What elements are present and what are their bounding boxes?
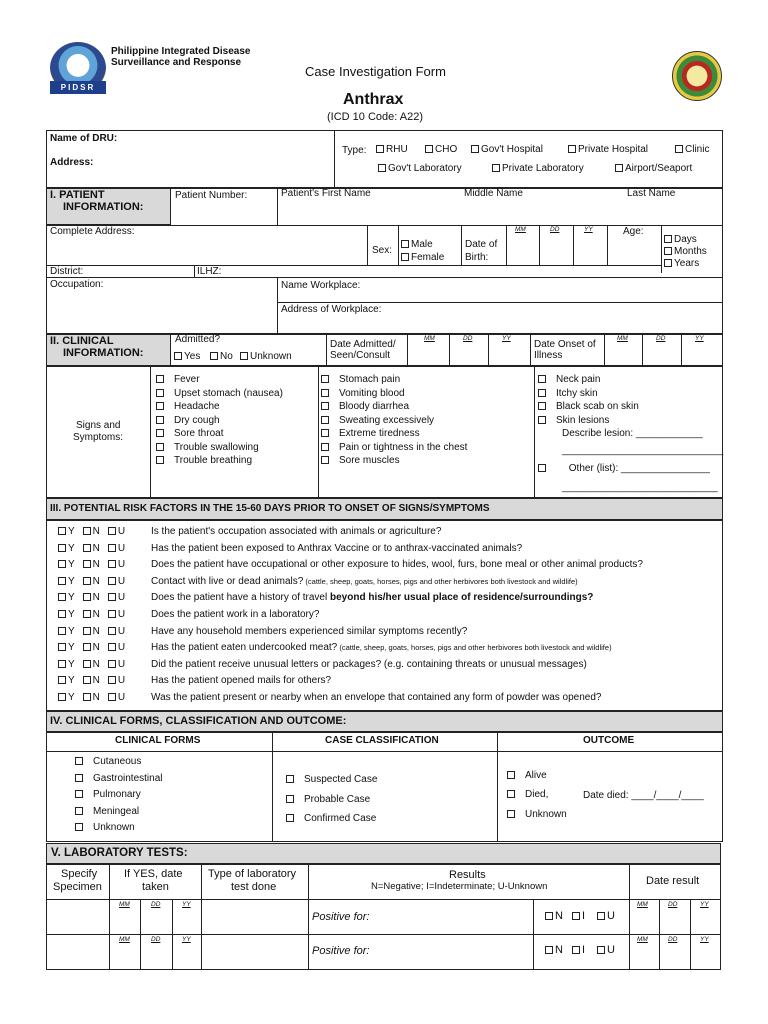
case-class-label: Probable Case (304, 793, 371, 805)
onset-label: Date Onset of (534, 339, 596, 350)
symptom-col2-3[interactable] (321, 415, 434, 426)
org-name-line2: Surveillance and Response (111, 57, 242, 68)
date-admitted-label2: Seen/Consult (330, 350, 391, 361)
clinical-form-1[interactable] (75, 773, 162, 784)
admitted-unknown[interactable]: Unknown (240, 351, 292, 362)
risk-question-row (58, 526, 441, 537)
specimen-label: Specimen (53, 881, 102, 893)
checkbox[interactable] (321, 429, 329, 437)
symptom-col2-6[interactable] (321, 455, 400, 466)
lab1-result-dd: DD (668, 901, 678, 908)
symptom-col1-label: Upset stomach (nausea) (174, 387, 283, 399)
answer-n[interactable]: N (83, 576, 100, 587)
answer-y[interactable]: Y (58, 543, 75, 554)
risk-question-row (58, 675, 331, 686)
symptom-col2-label: Vomiting blood (339, 387, 405, 399)
lab2-result-n[interactable]: N (545, 944, 563, 956)
answer-y[interactable]: Y (58, 526, 75, 537)
onset-yy: YY (695, 335, 704, 342)
checkbox[interactable] (156, 416, 164, 424)
clinical-form-2[interactable] (75, 789, 141, 800)
answer-u[interactable]: U (108, 543, 125, 554)
risk-question-text: Has the patient been exposed to Anthrax Vaccine or to anthrax-vaccinated animals? (151, 542, 523, 554)
risk-question-row (58, 559, 643, 570)
risk-question-note: (cattle, sheep, goats, horses, pigs and other herbivores both livestock and wildlife) (337, 643, 612, 653)
signs-label2: Symptoms: (73, 432, 124, 443)
pidsr-logo-text: PIDSR (50, 81, 106, 94)
case-class-label: Confirmed Case (304, 813, 377, 824)
symptom-col3-label: Black scab on skin (556, 401, 639, 412)
results-label: Results (449, 869, 486, 881)
answer-y[interactable]: Y (58, 559, 75, 570)
onset-label2: Illness (534, 350, 563, 361)
answer-y[interactable]: Y (58, 626, 75, 637)
checkbox[interactable] (321, 456, 329, 464)
dob-dd: DD (550, 226, 560, 233)
answer-n[interactable]: N (83, 609, 100, 620)
describe-lesion[interactable]: Describe lesion: ____________ (562, 428, 703, 439)
clinical-form-label: Cutaneous (93, 756, 142, 767)
dob-mm: MM (515, 226, 526, 233)
first-name-label: Patient's First Name (281, 188, 371, 199)
dru-name-label: Name of DRU: (50, 133, 118, 144)
risk-question-text: Was the patient present or nearby when an envelope that contained any form of powder was opened? (151, 692, 602, 703)
checkbox[interactable] (321, 402, 329, 410)
lab2-result-mm: MM (637, 936, 648, 943)
type-govt-laboratory[interactable]: Gov't Laboratory (378, 163, 462, 174)
risk-question-emphasis: beyond his/her usual place of residence/surroundings? (330, 592, 594, 604)
risk-question-row (58, 659, 587, 670)
admitted-dd: DD (463, 335, 473, 342)
ifyes-label: If YES, date (124, 868, 183, 880)
clinical-section-title: II. CLINICAL (50, 335, 114, 347)
patient-section-title2: INFORMATION: (63, 201, 144, 213)
lab1-result-i[interactable]: I (572, 910, 585, 922)
checkbox[interactable] (321, 443, 329, 451)
dru-type-label: Type: (342, 145, 367, 156)
symptom-col2-label: Pain or tightness in the chest (339, 441, 468, 453)
checkbox[interactable] (156, 402, 164, 410)
occupation-label: Occupation: (50, 279, 104, 290)
age-months[interactable]: Months (664, 246, 707, 257)
clinical-section-title2: INFORMATION: (63, 347, 144, 359)
admitted-label: Admitted? (175, 334, 221, 345)
risk-question-row (58, 543, 522, 554)
sex-male[interactable]: Male (401, 239, 433, 250)
checkbox[interactable] (156, 389, 164, 397)
outcome-alive[interactable]: Alive (507, 770, 547, 781)
patient-section-title: I. PATIENT (50, 189, 105, 201)
answer-y[interactable]: Y (58, 642, 75, 653)
date-died-field[interactable]: Date died: ____/____/____ (583, 790, 704, 801)
risk-question-text: Did the patient receive unusual letters or packages? (e.g. containing threats or unusual messages) (151, 658, 587, 670)
risk-question-row (58, 642, 612, 653)
age-years[interactable]: Years (664, 258, 699, 269)
answer-u[interactable]: U (108, 659, 125, 670)
risk-question-text: Does the patient have a history of travel (151, 592, 330, 604)
checkbox[interactable] (538, 389, 546, 397)
answer-u[interactable]: U (108, 642, 125, 653)
date-admitted-label: Date Admitted/ (330, 339, 396, 350)
answer-n[interactable]: N (83, 642, 100, 653)
symptom-col3-3[interactable] (538, 415, 609, 426)
onset-mm: MM (617, 335, 628, 342)
answer-n[interactable]: N (83, 692, 100, 703)
lab1-result-yy: YY (700, 901, 709, 908)
case-classification-header: CASE CLASSIFICATION (325, 735, 439, 746)
results-legend: N=Negative; I=Indeterminate; U-Unknown (371, 881, 548, 892)
admitted-yes[interactable]: Yes (174, 351, 200, 362)
symptom-col3-label: Skin lesions (556, 414, 610, 426)
age-label: Age: (623, 226, 644, 237)
checkbox[interactable] (156, 375, 164, 383)
symptom-col2-label: Sweating excessively (339, 414, 435, 426)
lab-type-label2: test done (231, 881, 277, 893)
risk-section-title: III. POTENTIAL RISK FACTORS IN THE 15-60 DAYS PRIOR TO ONSET OF SIGNS/SYMPTOMS (50, 503, 490, 514)
district-label: District: (50, 266, 84, 277)
checkbox[interactable] (75, 757, 83, 765)
risk-question-text: Contact with live or dead animals? (151, 575, 304, 587)
symptom-col2-1[interactable] (321, 388, 405, 399)
risk-question-text: Has the patient opened mails for others? (151, 675, 332, 687)
symptom-col3-label: Neck pain (556, 374, 601, 385)
risk-question-note: (cattle, sheep, goats, horses, pigs and other herbivores both livestock and wildlife) (303, 576, 578, 586)
other-line[interactable]: ____________________________ (562, 482, 718, 493)
answer-n[interactable]: N (83, 675, 100, 686)
clinical-form-3[interactable] (75, 806, 139, 817)
answer-n[interactable]: N (83, 626, 100, 637)
checkbox[interactable] (321, 389, 329, 397)
symptom-col1-0[interactable] (156, 374, 200, 385)
lab1-taken-yy: YY (182, 901, 191, 908)
checkbox[interactable] (286, 814, 294, 822)
disease-title: Anthrax (343, 91, 404, 108)
answer-y[interactable]: Y (58, 692, 75, 703)
risk-question-row (58, 692, 601, 703)
answer-u[interactable]: U (108, 609, 125, 620)
answer-y[interactable]: Y (58, 675, 75, 686)
checkbox[interactable] (156, 443, 164, 451)
describe-lesion-line[interactable]: _____________________________ (562, 445, 724, 456)
type-govt-hospital[interactable]: Gov't Hospital (471, 144, 543, 155)
symptom-col1-label: Trouble swallowing (174, 441, 259, 453)
dob-yy: YY (584, 226, 593, 233)
checkbox[interactable] (538, 416, 546, 424)
lab1-result-mm: MM (637, 901, 648, 908)
dru-box (46, 130, 723, 188)
type-private-laboratory[interactable]: Private Laboratory (492, 163, 584, 174)
symptom-col2-0[interactable] (321, 374, 400, 385)
answer-y[interactable]: Y (58, 609, 75, 620)
icd-code: (ICD 10 Code: A22) (327, 111, 423, 123)
specify-label: Specify (61, 868, 98, 880)
lab2-taken-mm: MM (119, 936, 130, 943)
complete-address-label: Complete Address: (50, 226, 135, 237)
answer-n[interactable]: N (83, 592, 100, 603)
answer-u[interactable]: U (108, 559, 125, 570)
case-class-2[interactable] (286, 813, 376, 824)
admitted-yy: YY (502, 335, 511, 342)
symptom-col1-4[interactable] (156, 428, 223, 439)
symptom-col2-label: Stomach pain (339, 374, 401, 385)
outcome-header: OUTCOME (583, 735, 635, 746)
risk-question-text: Does the patient have occupational or other exposure to hides, wool, furs, bone meal or other animal products? (151, 559, 643, 571)
symptom-col3-label: Itchy skin (556, 387, 598, 399)
symptom-col1-1[interactable] (156, 388, 283, 399)
lab2-taken-dd: DD (151, 936, 161, 943)
checkbox[interactable] (156, 456, 164, 464)
symptom-col2-4[interactable] (321, 428, 420, 439)
symptom-col3-2[interactable] (538, 401, 639, 412)
outcome-section-title: IV. CLINICAL FORMS, CLASSIFICATION AND OUTCOME: (50, 715, 347, 727)
risk-question-row (58, 626, 467, 637)
type-airport-seaport[interactable]: Airport/Seaport (615, 163, 692, 174)
checkbox[interactable] (286, 795, 294, 803)
checkbox[interactable] (538, 375, 546, 383)
checkbox[interactable] (75, 774, 83, 782)
checkbox[interactable] (75, 790, 83, 798)
symptom-col2-label: Extreme tiredness (339, 428, 420, 439)
admitted-no[interactable]: No (210, 351, 233, 362)
lab2-result-u[interactable]: U (597, 944, 615, 956)
answer-u[interactable]: U (108, 592, 125, 603)
lab2-result-i[interactable]: I (572, 944, 585, 956)
case-class-1[interactable] (286, 794, 370, 805)
checkbox[interactable] (321, 375, 329, 383)
symptom-col1-5[interactable] (156, 442, 259, 453)
date-result-label: Date result (646, 875, 700, 887)
case-class-label: Suspected Case (304, 774, 378, 785)
lab2-result-dd: DD (668, 936, 678, 943)
type-rhu[interactable]: RHU (376, 144, 408, 155)
symptom-col2-2[interactable] (321, 401, 409, 412)
symptom-col1-label: Fever (174, 374, 200, 385)
outcome-box (46, 732, 723, 842)
dob-label: Date of (465, 239, 498, 250)
risk-question-row (58, 609, 319, 620)
form-title: Case Investigation Form (305, 64, 446, 79)
answer-u[interactable]: U (108, 526, 125, 537)
symptom-col3-0[interactable] (538, 374, 600, 385)
checkbox[interactable] (321, 416, 329, 424)
answer-n[interactable]: N (83, 526, 100, 537)
answer-u[interactable]: U (108, 675, 125, 686)
answer-u[interactable]: U (108, 626, 125, 637)
dob-label2: Birth: (465, 252, 489, 263)
answer-y[interactable]: Y (58, 592, 75, 603)
symptom-col2-5[interactable] (321, 442, 467, 453)
outcome-died[interactable]: Died, (507, 789, 548, 800)
symptom-col2-label: Sore muscles (339, 455, 400, 466)
answer-u[interactable]: U (108, 692, 125, 703)
clinical-form-label: Pulmonary (93, 789, 141, 800)
lab1-positive-for[interactable]: Positive for: (312, 911, 370, 923)
lab-type-label: Type of laboratory (208, 868, 297, 880)
lab-section-title: V. LABORATORY TESTS: (51, 847, 188, 859)
taken-label: taken (142, 881, 169, 893)
lab2-taken-yy: YY (182, 936, 191, 943)
symptom-col1-3[interactable] (156, 415, 220, 426)
answer-n[interactable]: N (83, 559, 100, 570)
name-workplace-label: Name Workplace: (281, 280, 361, 291)
outcome-unknown[interactable]: Unknown (507, 809, 567, 820)
symptom-col1-2[interactable] (156, 401, 220, 412)
clinical-form-label: Unknown (93, 822, 135, 833)
type-private-hospital[interactable]: Private Hospital (568, 144, 648, 155)
clinical-form-label: Meningeal (93, 805, 140, 817)
signs-label: Signs and (76, 420, 121, 431)
checkbox[interactable] (286, 775, 294, 783)
clinical-form-0[interactable] (75, 756, 141, 767)
risk-question-text: Does the patient work in a laboratory? (151, 609, 320, 620)
risk-question-row (58, 592, 593, 603)
checkbox[interactable] (75, 807, 83, 815)
address-workplace-label: Address of Workplace: (281, 304, 382, 315)
clinical-form-4[interactable] (75, 822, 135, 833)
answer-u[interactable]: U (108, 576, 125, 587)
type-clinic[interactable]: Clinic (675, 144, 709, 155)
symptom-col1-6[interactable] (156, 455, 252, 466)
lab1-taken-dd: DD (151, 901, 161, 908)
admitted-mm: MM (424, 335, 435, 342)
case-class-0[interactable] (286, 774, 377, 785)
answer-y[interactable]: Y (58, 659, 75, 670)
risk-question-row (58, 576, 578, 587)
lab1-result-u[interactable]: U (597, 910, 615, 922)
org-name-line1: Philippine Integrated Disease (111, 46, 251, 57)
last-name-label: Last Name (627, 188, 676, 199)
lab1-result-n[interactable]: N (545, 910, 563, 922)
symptom-col2-label: Bloody diarrhea (339, 401, 410, 412)
answer-n[interactable]: N (83, 659, 100, 670)
age-days[interactable]: Days (664, 234, 697, 245)
checkbox[interactable] (75, 823, 83, 831)
symptom-col1-label: Trouble breathing (174, 455, 253, 466)
symptom-col1-label: Dry cough (174, 414, 220, 426)
patient-number-label: Patient Number: (175, 190, 248, 201)
type-cho[interactable]: CHO (425, 144, 457, 155)
symptom-col1-label: Headache (174, 401, 220, 412)
lab2-result-yy: YY (700, 936, 709, 943)
symptom-col1-label: Sore throat (174, 428, 224, 439)
symptom-other[interactable]: Other (list): ________________ (538, 463, 710, 474)
ilhz-label: ILHZ: (197, 266, 222, 277)
doh-seal-logo (672, 51, 722, 101)
sex-female[interactable]: Female (401, 252, 444, 263)
answer-n[interactable]: N (83, 543, 100, 554)
risk-question-text: Has the patient eaten undercooked meat? (151, 642, 338, 654)
dru-address-label: Address: (50, 157, 94, 168)
lab1-taken-mm: MM (119, 901, 130, 908)
sex-label: Sex: (372, 245, 393, 256)
symptom-col3-1[interactable] (538, 388, 598, 399)
risk-question-text: Is the patient's occupation associated with animals or agriculture? (151, 526, 442, 537)
clinical-form-label: Gastrointestinal (93, 772, 163, 784)
checkbox[interactable] (156, 429, 164, 437)
middle-name-label: Middle Name (464, 188, 523, 199)
checkbox[interactable] (538, 402, 546, 410)
onset-dd: DD (656, 335, 666, 342)
lab2-positive-for[interactable]: Positive for: (312, 945, 370, 957)
risk-question-text: Have any household members experienced similar symptoms recently? (151, 625, 468, 637)
answer-y[interactable]: Y (58, 576, 75, 587)
clinical-forms-header: CLINICAL FORMS (115, 735, 201, 746)
